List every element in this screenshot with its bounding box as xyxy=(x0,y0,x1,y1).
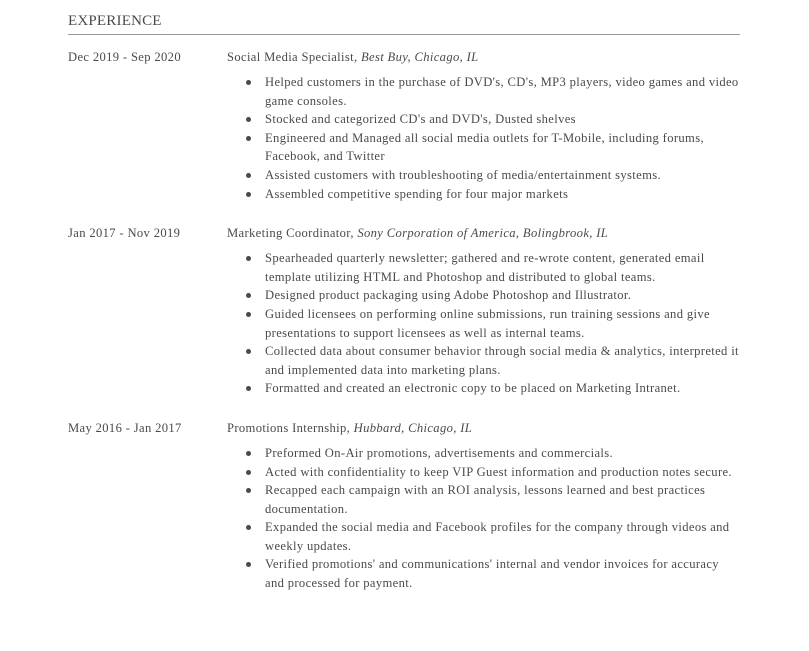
bullet-text: Expanded the social media and Facebook profiles for the company through videos and weekly updates. xyxy=(265,520,730,553)
bullet-text: Collected data about consumer behavior through social media & analytics, interpreted it and implemented data into marketing plans. xyxy=(265,344,739,377)
bullet-list xyxy=(227,73,740,203)
bullet-item xyxy=(265,249,740,286)
bullet-list xyxy=(227,444,740,593)
bullet-dot-icon xyxy=(246,80,251,85)
bullet-text: Stocked and categorized CD's and DVD's, Dusted shelves xyxy=(265,112,576,127)
bullet-dot-icon xyxy=(246,349,251,354)
bullet-text: Preformed On-Air promotions, advertisements and commercials. xyxy=(265,445,614,460)
bullet-item xyxy=(265,110,740,129)
employer: Sony Corporation of America, Bolingbrook, IL xyxy=(357,226,609,241)
bullet-item xyxy=(265,444,740,463)
bullet-dot-icon xyxy=(246,525,251,530)
entry-date: May 2016 - Jan 2017 xyxy=(68,420,182,435)
section-title: EXPERIENCE xyxy=(68,12,740,35)
entry-role: Marketing Coordinator, Sony Corporation of America, Bolingbrook, IL xyxy=(227,226,609,241)
entry-role: Promotions Internship, Hubbard, Chicago, IL xyxy=(227,420,473,435)
bullet-text: Acted with confidentiality to keep VIP Guest information and production notes secure. xyxy=(265,464,732,479)
bullet-text: Assisted customers with troubleshooting of media/entertainment systems. xyxy=(265,167,661,182)
job-title: Promotions Internship xyxy=(227,420,347,435)
bullet-text: Designed product packaging using Adobe Photoshop and Illustrator. xyxy=(265,288,632,303)
employer: Best Buy, Chicago, IL xyxy=(360,50,479,64)
bullet-dot-icon xyxy=(246,136,251,141)
bullet-dot-icon xyxy=(246,562,251,567)
bullet-item xyxy=(265,286,740,305)
bullet-item xyxy=(265,73,740,110)
experience-entry xyxy=(68,48,740,203)
bullet-text: Spearheaded quarterly newsletter; gathered and re-wrote content, generated email template utilizing HTML and Photoshop and distributed to global teams. xyxy=(265,251,705,284)
experience-entry xyxy=(68,224,740,398)
experience-entry xyxy=(68,419,740,593)
entry-body xyxy=(227,224,740,398)
entry-body xyxy=(227,419,740,593)
bullet-list xyxy=(227,249,740,398)
bullet-text: Recapped each campaign with an ROI analysis, lessons learned and best practices documentation. xyxy=(265,483,706,516)
bullet-text: Verified promotions' and communications' internal and vendor invoices for accuracy and processed for payment. xyxy=(265,557,719,591)
bullet-text: Formatted and created an electronic copy to be placed on Marketing Intranet. xyxy=(265,381,681,396)
bullet-dot-icon xyxy=(246,173,251,178)
bullet-item xyxy=(265,518,740,555)
bullet-item xyxy=(265,379,740,398)
bullet-dot-icon xyxy=(246,488,251,493)
bullet-item xyxy=(265,305,740,342)
bullet-dot-icon xyxy=(246,192,251,197)
bullet-dot-icon xyxy=(246,117,251,122)
bullet-item xyxy=(265,342,740,379)
bullet-item xyxy=(265,555,740,592)
bullet-dot-icon xyxy=(246,386,251,391)
bullet-text: Engineered and Managed all social media outlets for T-Mobile, including forums, Facebook, and Twitter xyxy=(265,130,704,164)
bullet-item xyxy=(265,129,740,166)
bullet-text: Guided licensees on performing online submissions, run training sessions and give presentations to support licensees as well as internal teams. xyxy=(265,306,710,340)
bullet-item xyxy=(265,481,740,518)
bullet-dot-icon xyxy=(246,470,251,475)
job-title: Marketing Coordinator xyxy=(227,226,351,241)
bullet-dot-icon xyxy=(246,312,251,317)
bullet-dot-icon xyxy=(246,451,251,456)
entry-role: Social Media Specialist, Best Buy, Chicago, IL xyxy=(227,50,479,64)
bullet-text: Assembled competitive spending for four major markets xyxy=(265,186,569,201)
employer: Hubbard, Chicago, IL xyxy=(353,420,473,435)
bullet-item xyxy=(265,463,740,482)
bullet-text: Helped customers in the purchase of DVD's, CD's, MP3 players, video games and video game consoles. xyxy=(265,75,739,108)
bullet-dot-icon xyxy=(246,293,251,298)
experience-section xyxy=(68,12,740,593)
bullet-item xyxy=(265,166,740,185)
entry-date: Jan 2017 - Nov 2019 xyxy=(68,226,181,241)
entry-body xyxy=(227,48,740,203)
entry-date: Dec 2019 - Sep 2020 xyxy=(68,50,181,64)
experience-entries xyxy=(68,48,740,593)
bullet-item xyxy=(265,185,740,204)
job-title: Social Media Specialist xyxy=(227,50,354,64)
bullet-dot-icon xyxy=(246,256,251,261)
